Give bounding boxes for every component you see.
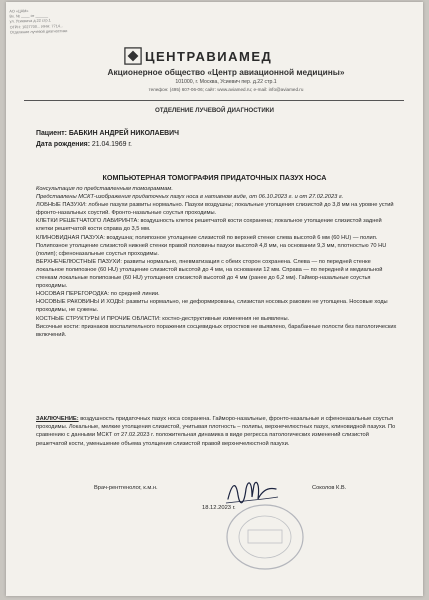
bone-structures: КОСТНЫЕ СТРУКТУРЫ И ПРОЧИЕ ОБЛАСТИ: костно-деструктивные изменения не выявлены. (36, 315, 290, 322)
stamp-line: АО «ЦАМ» (9, 9, 29, 14)
letterhead (66, 67, 386, 93)
department-title: ОТДЕЛЕНИЕ ЛУЧЕВОЙ ДИАГНОСТИКИ (154, 107, 275, 114)
nasal-conchae: НОСОВЫЕ РАКОВИНЫ И ХОДЫ: развиты нормально, не деформированы, слизистая носовых раковин не утолщена. Носовые ходы проходимы, не сужены. (36, 299, 388, 314)
stamp-line: ОГРН: 1027700... ИНН: 7714... (9, 23, 64, 30)
report-date: 18.12.2023 г. (202, 505, 236, 511)
company-logo (124, 46, 334, 66)
stamp-line: Отделение лучевой диагностики (9, 28, 68, 35)
doctor-name: Соколов К.В. (312, 485, 347, 491)
dob-value: 21.04.1969 г. (91, 141, 132, 148)
patient-info (36, 128, 179, 150)
report-title: КОМПЬЮТЕРНАЯ ТОМОГРАФИЯ ПРИДАТОЧНЫХ ПАЗУХ НОСА (102, 173, 327, 182)
conclusion-label: ЗАКЛЮЧЕНИЕ: (36, 416, 79, 422)
organization-contacts: телефон: (495) 607-06-06; сайт: www.aviamed.ru; e-mail: info@aviamed.ru (148, 87, 304, 92)
patient-name: БАБКИН АНДРЕЙ НИКОЛАЕВИЧ (68, 130, 179, 137)
sphenoid-sinus: КЛИНОВИДНАЯ ПАЗУХА: воздушна; полипозное утолщение слизистой по верхней стенке слева высотой 6 мм (60 HU) — полип. Полипозное утолщение слизистой нижней стенки правой половины пазухи высотой 4,8 мм, на основании 9,3 мм, плотностью 70 HU (полип); сфеноназальные соустья проходимы. (36, 234, 387, 257)
header-divider (24, 100, 404, 101)
conclusion-text: воздушность придаточных пазух носа сохранена. Гайморо-назальные, фронто-назальные и сфеноназальные соустья проходимы. Локальные, мелкие утолщения слизистой, учитывая плотность – полипы, верхнечелюстных пазух, клиновидной пазухи. По сравнению с данными МСКТ от 27.02.2023 г. положительная динамика в виде регресса патологических изменений слизистой решетчатой кости, уменьшение объема утолщения слизистой правой верхнечелюстной пазухи. (36, 416, 396, 447)
organization-name: Акционерное общество «Центр авиационной медицины» (107, 67, 345, 77)
conclusion-block (36, 415, 398, 448)
report-body (36, 185, 398, 339)
dob-label: Дата рождения: (36, 141, 90, 148)
patient-label: Пациент: (36, 130, 67, 137)
organization-seal (224, 502, 306, 572)
logo-text: ЦЕНТРАВИАМЕД (145, 48, 273, 64)
frontal-sinuses: ЛОБНЫЕ ПАЗУХИ: лобные пазухи развиты нормально. Пазухи воздушны; локальные утолщения слизистой до 3,8 мм на уровне устий фронто-назальных соустий. Фронто-назальные соустья проходимы. (36, 202, 394, 217)
nasal-septum: НОСОВАЯ ПЕРЕГОРОДКА: по средней линии. (36, 291, 160, 298)
ethmoid-cells: КЛЕТКИ РЕШЕТЧАТОГО ЛАБИРИНТА: воздушность клеток решетчатой кости сохранена; локальное утолщение слизистой задней клетки решетчатой кости справа до 3,5 мм. (36, 218, 382, 233)
presented-line: Представлены МСКТ-изображения придаточных пазух носа в нативном виде, от 06.10.2023 г. и от 27.02.2023 г. (36, 194, 344, 201)
stamp-line: ул. Усиевича д.22 стр.1 (9, 18, 51, 24)
maxillary-sinuses: ВЕРХНЕЧЕЛЮСТНЫЕ ПАЗУХИ: развиты нормально, пневматизация с обеих сторон сохранена. Слева — по передней стенке локальное полипозное (60 HU) утолщение слизистой высотой до 4 мм, на основании 12 мм. Справа — по передней и медиальной стенкам локальные полипозные (60 HU) утолщения слизистой высотой до 4 мм (ранее до 6,2 мм). Гаймор-назальные соустья проходимы. (36, 258, 383, 290)
incoming-stamp (9, 6, 128, 65)
stamp-line: Вх. № ____ от ______ (9, 13, 49, 19)
consult-line: Консультация по представленным томограммам. (36, 186, 173, 192)
doctor-role: Врач-рентгенолог, к.м.н. (94, 485, 158, 491)
document-page (6, 2, 423, 596)
logo-emblem-icon (124, 47, 142, 65)
temporal-bones: Височные кости: признаков воспалительного поражения сосцевидных отростков не выявлено, барабанные полости без патологических включений. (36, 323, 397, 338)
organization-address: 101000, г. Москва, Усиевич пер. д.22 стр.1 (175, 79, 277, 85)
